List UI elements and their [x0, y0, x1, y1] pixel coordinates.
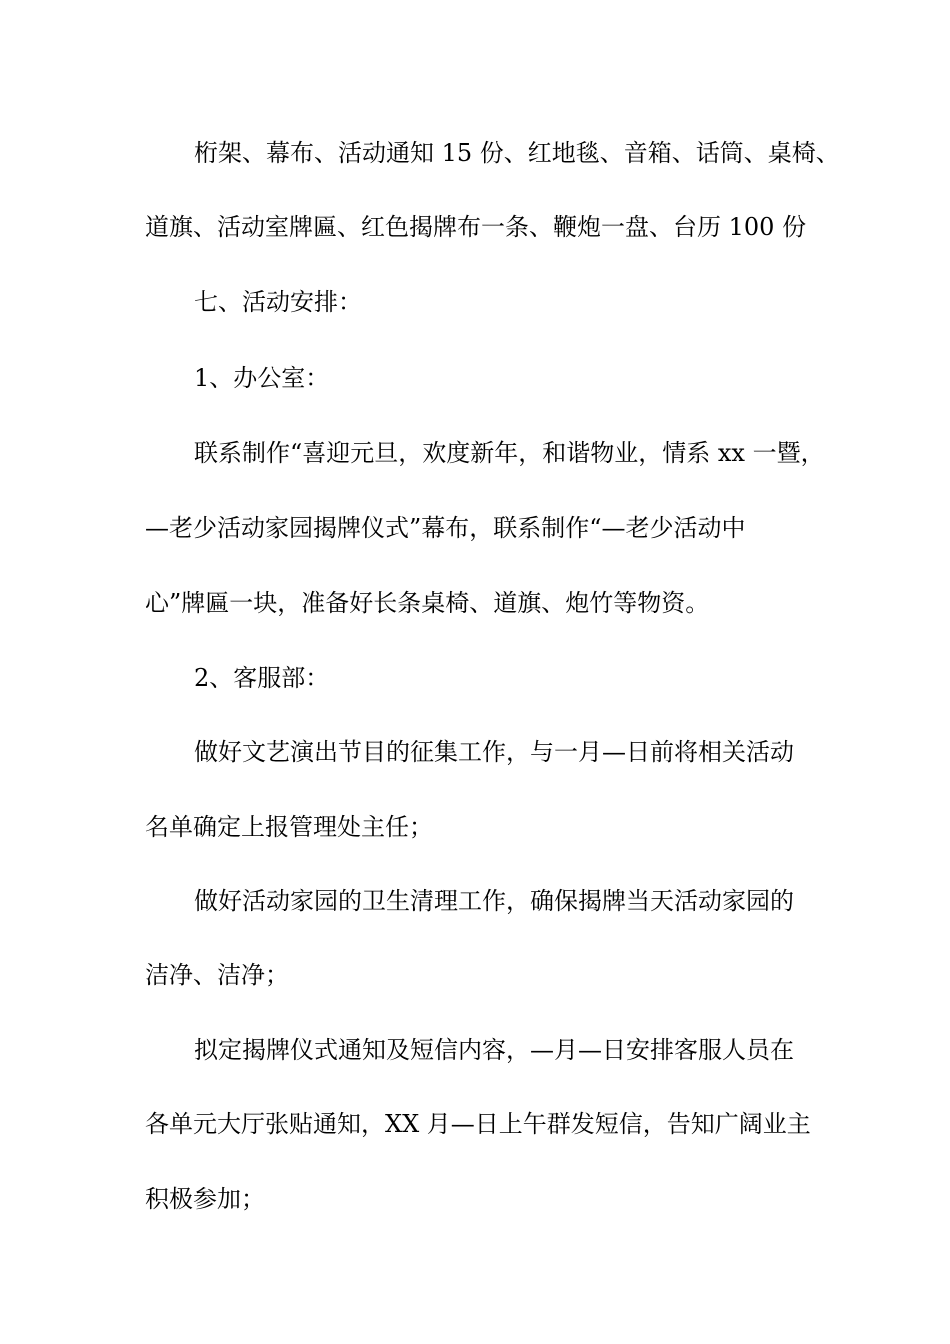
subsection-heading-customer-service: 2、客服部： — [194, 664, 330, 692]
text-line: 积极参加； — [145, 1185, 265, 1213]
text-line: —老少活动家园揭牌仪式”幕布，联系制作“—老少活动中 — [145, 514, 746, 542]
section-heading-activity-arrangement: 七、活动安排： — [194, 288, 362, 316]
text-line: 做好活动家园的卫生清理工作，确保揭牌当天活动家园的 — [194, 887, 794, 915]
subsection-heading-office: 1、办公室： — [194, 364, 330, 392]
text-line: 拟定揭牌仪式通知及短信内容，—月—日安排客服人员在 — [194, 1036, 794, 1064]
text-line: 做好文艺演出节目的征集工作，与一月—日前将相关活动 — [194, 738, 794, 766]
text-line: 各单元大厅张贴通知，XX 月—日上午群发短信，告知广阔业主 — [145, 1110, 811, 1138]
text-line: 桁架、幕布、活动通知 15 份、红地毯、音箱、话筒、桌椅、 — [194, 139, 840, 167]
text-line: 联系制作“喜迎元旦，欢度新年，和谐物业，情系 xx 一暨， — [194, 439, 825, 467]
text-line: 洁净、洁净； — [145, 961, 289, 989]
text-line: 道旗、活动室牌匾、红色揭牌布一条、鞭炮一盘、台历 100 份 — [145, 213, 807, 241]
text-line: 名单确定上报管理处主任； — [145, 813, 433, 841]
text-line: 心”牌匾一块，准备好长条桌椅、道旗、炮竹等物资。 — [145, 589, 710, 617]
